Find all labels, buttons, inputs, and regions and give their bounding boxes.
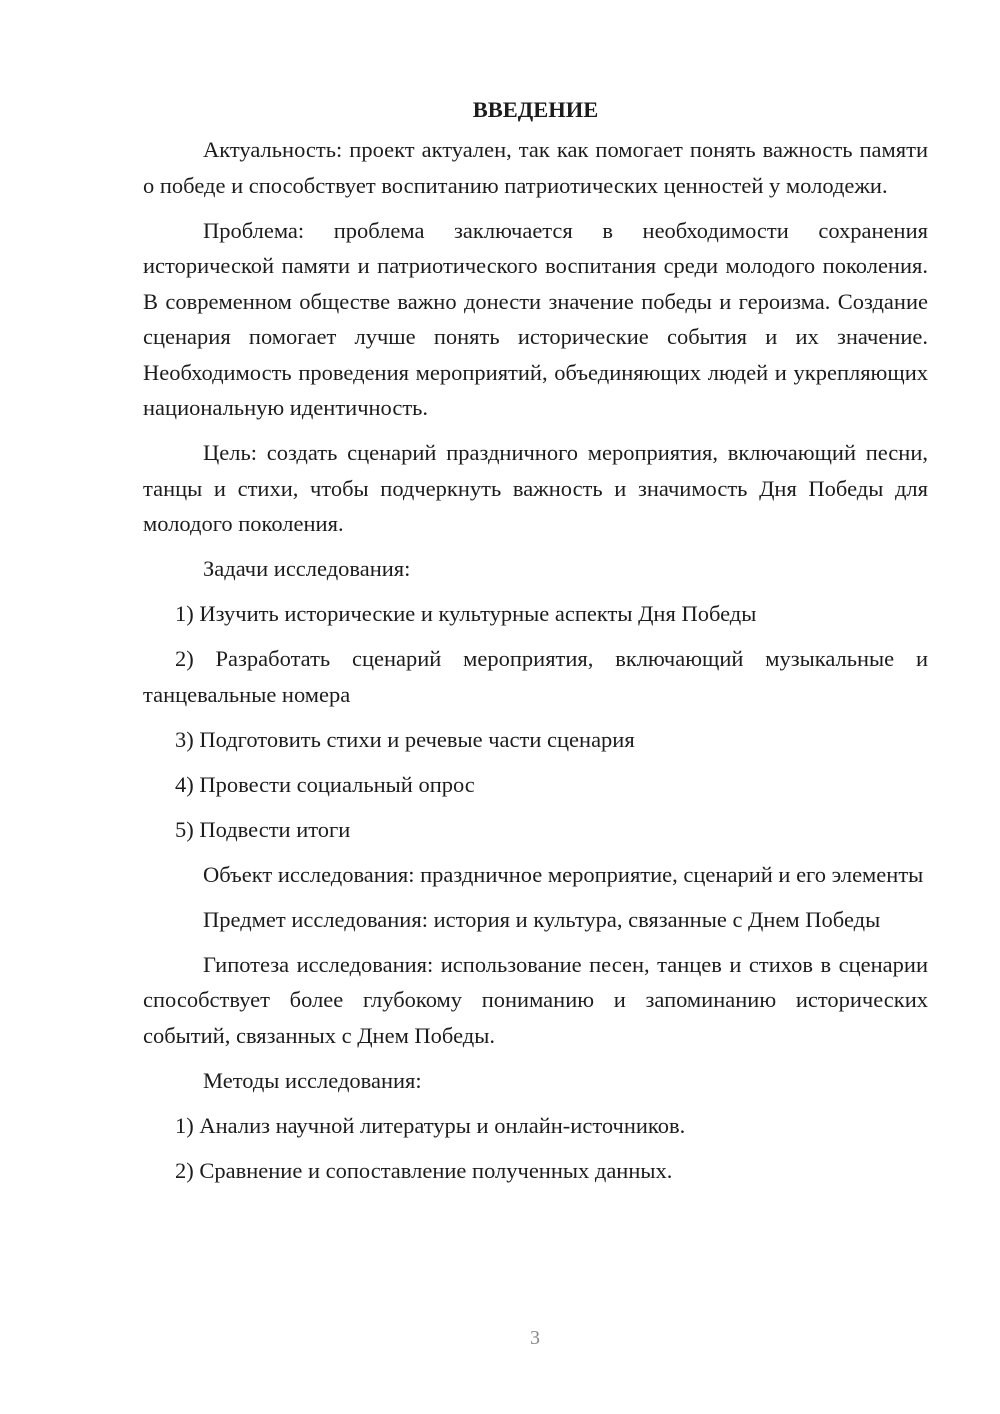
document-page [143, 88, 928, 1198]
relevance-paragraph: Актуальность: проект актуален, так как помогает понять важность памяти о победе и способствует воспитанию патриотических ценностей у молодежи. [143, 137, 928, 198]
task-item: 1) Изучить исторические и культурные аспекты Дня Победы [175, 601, 757, 626]
methods-heading: Методы исследования: [203, 1067, 422, 1093]
task-item: 5) Подвести итоги [175, 816, 351, 842]
method-item: 1) Анализ научной литературы и онлайн-источников. [175, 1112, 686, 1138]
task-item: 3) Подготовить стихи и речевые части сценария [175, 726, 635, 752]
tasks-heading: Задачи исследования: [203, 556, 411, 581]
hypothesis-paragraph: Гипотеза исследования: использование песен, танцев и стихов в сценарии способствует более глубокому пониманию и запоминанию исторических событий, связанных с Днем Победы. [143, 951, 928, 1048]
task-item: 4) Провести социальный опрос [175, 771, 475, 797]
problem-paragraph: Проблема: проблема заключается в необходимости сохранения исторической памяти и патриотического воспитания среди молодого поколения. В современном обществе важно донести значение победы и героизма. Создание сценария помогает лучше понять исторические события и их значение. Необходимость проведения мероприятий, объединяющих людей и укрепляющих национальную идентичность. [143, 217, 928, 420]
subject-paragraph: Предмет исследования: история и культура, связанные с Днем Победы [203, 906, 881, 932]
section-title: ВВЕДЕНИЕ [472, 97, 599, 122]
method-item: 2) Сравнение и сопоставление полученных данных. [175, 1157, 673, 1183]
task-item: 2) Разработать сценарий мероприятия, включающий музыкальные и танцевальные номера [143, 646, 928, 707]
object-paragraph: Объект исследования: праздничное мероприятие, сценарий и его элементы [203, 861, 924, 887]
page-number: 3 [530, 1327, 540, 1349]
goal-paragraph: Цель: создать сценарий праздничного мероприятия, включающий песни, танцы и стихи, чтобы подчеркнуть важность и значимость Дня Победы для молодого поколения. [143, 440, 928, 536]
